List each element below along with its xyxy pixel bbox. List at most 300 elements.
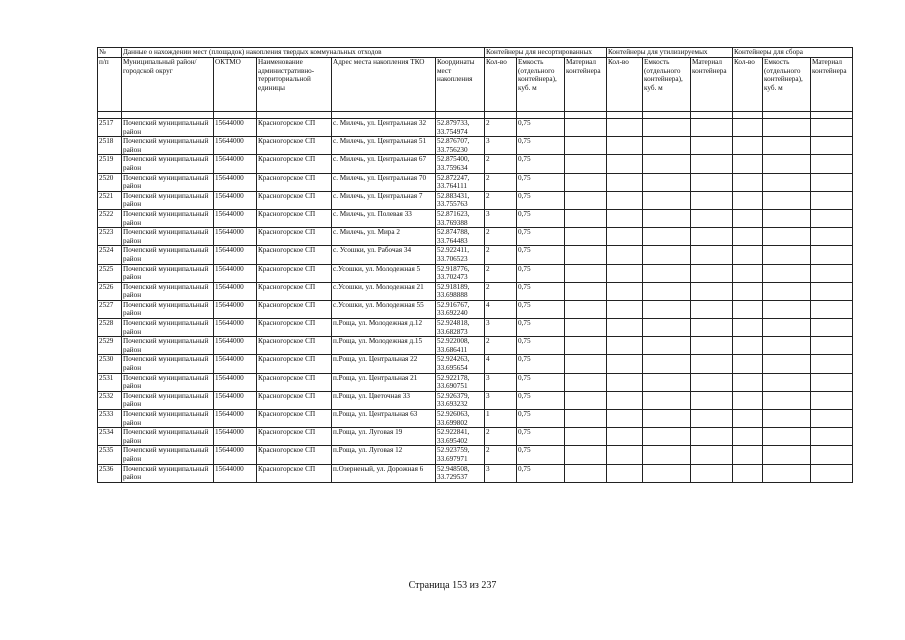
collect-capacity-cell <box>763 155 811 173</box>
nonsorted-capacity-cell: 0,75 <box>517 410 565 428</box>
nonsorted-capacity-cell: 0,75 <box>517 355 565 373</box>
district-cell: Почепский муниципальный район <box>122 228 214 246</box>
recycled-capacity-cell <box>643 373 691 391</box>
address-cell: п.Роща, ул. Молодежная д.15 <box>332 337 436 355</box>
row-number: 2518 <box>98 137 122 155</box>
nonsorted-qty-cell: 2 <box>485 428 517 446</box>
table-row <box>98 355 853 373</box>
collect-qty-cell <box>733 155 763 173</box>
collect-material-cell <box>811 410 853 428</box>
recycled-material-cell <box>691 391 733 409</box>
nonsorted-capacity-cell: 0,75 <box>517 337 565 355</box>
nonsorted-qty-cell: 3 <box>485 391 517 409</box>
nonsorted-capacity-cell: 0,75 <box>517 246 565 264</box>
coordinates-cell: 52.926379, 33.693232 <box>436 391 485 409</box>
nonsorted-qty-cell: 3 <box>485 137 517 155</box>
district-cell: Почепский муниципальный район <box>122 391 214 409</box>
recycled-qty-cell <box>607 246 643 264</box>
table-row <box>98 173 853 191</box>
collect-capacity-cell <box>763 246 811 264</box>
nonsorted-material-cell <box>565 209 607 227</box>
row-number: 2534 <box>98 428 122 446</box>
row-number: 2520 <box>98 173 122 191</box>
address-cell: п.Озерненый, ул. Дорожная 6 <box>332 464 436 482</box>
header-qty-3: Кол-во <box>733 58 763 112</box>
address-cell: с. Усошки, ул. Рабочая 34 <box>332 246 436 264</box>
district-cell: Почепский муниципальный район <box>122 264 214 282</box>
header-qty-2: Кол-во <box>607 58 643 112</box>
waste-sites-table <box>97 47 853 483</box>
row-number: 2526 <box>98 282 122 300</box>
collect-qty-cell <box>733 228 763 246</box>
table-row <box>98 119 853 137</box>
admin-unit-cell: Красногорское СП <box>257 355 332 373</box>
nonsorted-material-cell <box>565 173 607 191</box>
row-number: 2530 <box>98 355 122 373</box>
district-cell: Почепский муниципальный район <box>122 319 214 337</box>
district-cell: Почепский муниципальный район <box>122 155 214 173</box>
collect-capacity-cell <box>763 282 811 300</box>
nonsorted-material-cell <box>565 282 607 300</box>
coordinates-cell: 52.871623, 33.769388 <box>436 209 485 227</box>
collect-qty-cell <box>733 209 763 227</box>
recycled-material-cell <box>691 410 733 428</box>
nonsorted-qty-cell: 2 <box>485 282 517 300</box>
collect-qty-cell <box>733 464 763 482</box>
district-cell: Почепский муниципальный район <box>122 282 214 300</box>
collect-qty-cell <box>733 282 763 300</box>
nonsorted-qty-cell: 3 <box>485 373 517 391</box>
coordinates-cell: 52.875400, 33.759634 <box>436 155 485 173</box>
recycled-capacity-cell <box>643 173 691 191</box>
collect-material-cell <box>811 119 853 137</box>
collect-material-cell <box>811 300 853 318</box>
header-admin-unit: Наименование административно-территориальной единицы <box>257 58 332 112</box>
row-number: 2523 <box>98 228 122 246</box>
header-spacer-row <box>98 112 853 119</box>
address-cell: п.Роща, ул. Молодежная д.12 <box>332 319 436 337</box>
table-row <box>98 410 853 428</box>
collect-material-cell <box>811 228 853 246</box>
admin-unit-cell: Красногорское СП <box>257 282 332 300</box>
recycled-qty-cell <box>607 264 643 282</box>
nonsorted-capacity-cell: 0,75 <box>517 119 565 137</box>
oktmo-cell: 15644000 <box>214 428 257 446</box>
nonsorted-capacity-cell: 0,75 <box>517 137 565 155</box>
nonsorted-capacity-cell: 0,75 <box>517 319 565 337</box>
recycled-qty-cell <box>607 209 643 227</box>
row-number: 2522 <box>98 209 122 227</box>
recycled-qty-cell <box>607 373 643 391</box>
address-cell: с. Милечь, ул. Центральная 7 <box>332 191 436 209</box>
nonsorted-capacity-cell: 0,75 <box>517 373 565 391</box>
address-cell: с. Милечь, ул. Мира 2 <box>332 228 436 246</box>
recycled-material-cell <box>691 246 733 264</box>
collect-capacity-cell <box>763 391 811 409</box>
nonsorted-material-cell <box>565 191 607 209</box>
coordinates-cell: 52.948508, 33.729537 <box>436 464 485 482</box>
collect-capacity-cell <box>763 228 811 246</box>
header-oktmo: ОКТМО <box>214 58 257 112</box>
nonsorted-capacity-cell: 0,75 <box>517 428 565 446</box>
nonsorted-material-cell <box>565 246 607 264</box>
nonsorted-qty-cell: 2 <box>485 155 517 173</box>
collect-capacity-cell <box>763 464 811 482</box>
address-cell: с.Усошки, ул. Молодежная 5 <box>332 264 436 282</box>
header-coordinates: Координаты мест накопления <box>436 58 485 112</box>
coordinates-cell: 52.879733, 33.754974 <box>436 119 485 137</box>
table-row <box>98 300 853 318</box>
nonsorted-qty-cell: 2 <box>485 264 517 282</box>
address-cell: с. Милечь, ул. Центральная 67 <box>332 155 436 173</box>
collect-qty-cell <box>733 173 763 191</box>
oktmo-cell: 15644000 <box>214 246 257 264</box>
address-cell: п.Роща, ул. Центральная 63 <box>332 410 436 428</box>
recycled-capacity-cell <box>643 446 691 464</box>
coordinates-cell: 52.922841, 33.695402 <box>436 428 485 446</box>
recycled-capacity-cell <box>643 119 691 137</box>
header-number: № <box>98 48 122 58</box>
row-number: 2536 <box>98 464 122 482</box>
collect-material-cell <box>811 391 853 409</box>
coordinates-cell: 52.918776, 33.702473 <box>436 264 485 282</box>
recycled-material-cell <box>691 119 733 137</box>
header-site-data: Данные о нахождении мест (площадок) накопления твердых коммунальных отходов <box>122 48 485 58</box>
district-cell: Почепский муниципальный район <box>122 246 214 264</box>
nonsorted-qty-cell: 2 <box>485 246 517 264</box>
collect-material-cell <box>811 428 853 446</box>
admin-unit-cell: Красногорское СП <box>257 319 332 337</box>
nonsorted-qty-cell: 2 <box>485 119 517 137</box>
recycled-material-cell <box>691 373 733 391</box>
collect-capacity-cell <box>763 209 811 227</box>
nonsorted-material-cell <box>565 428 607 446</box>
header-pn: п/п <box>98 58 122 112</box>
row-number: 2527 <box>98 300 122 318</box>
oktmo-cell: 15644000 <box>214 228 257 246</box>
table-row <box>98 373 853 391</box>
nonsorted-material-cell <box>565 446 607 464</box>
collect-material-cell <box>811 373 853 391</box>
table-row <box>98 282 853 300</box>
table-row <box>98 446 853 464</box>
header-qty-1: Кол-во <box>485 58 517 112</box>
row-number: 2532 <box>98 391 122 409</box>
row-number: 2519 <box>98 155 122 173</box>
table-row <box>98 209 853 227</box>
address-cell: с. Милечь, ул. Центральная 51 <box>332 137 436 155</box>
nonsorted-capacity-cell: 0,75 <box>517 191 565 209</box>
recycled-material-cell <box>691 137 733 155</box>
row-number: 2517 <box>98 119 122 137</box>
nonsorted-capacity-cell: 0,75 <box>517 264 565 282</box>
table-row <box>98 391 853 409</box>
oktmo-cell: 15644000 <box>214 282 257 300</box>
collect-material-cell <box>811 264 853 282</box>
admin-unit-cell: Красногорское СП <box>257 173 332 191</box>
address-cell: с. Милечь, ул. Центральная 32 <box>332 119 436 137</box>
table-row <box>98 228 853 246</box>
admin-unit-cell: Красногорское СП <box>257 337 332 355</box>
nonsorted-capacity-cell: 0,75 <box>517 391 565 409</box>
address-cell: с. Милечь, ул. Центральная 70 <box>332 173 436 191</box>
table-row <box>98 337 853 355</box>
nonsorted-capacity-cell: 0,75 <box>517 464 565 482</box>
coordinates-cell: 52.924818, 33.682873 <box>436 319 485 337</box>
coordinates-cell: 52.883431, 33.755763 <box>436 191 485 209</box>
nonsorted-material-cell <box>565 264 607 282</box>
recycled-capacity-cell <box>643 319 691 337</box>
address-cell: п.Роща, ул. Центральная 22 <box>332 355 436 373</box>
header-address: Адрес места накопления ТКО <box>332 58 436 112</box>
district-cell: Почепский муниципальный район <box>122 191 214 209</box>
recycled-qty-cell <box>607 391 643 409</box>
collect-material-cell <box>811 464 853 482</box>
page-number: Страница 153 из 237 <box>408 580 497 591</box>
recycled-material-cell <box>691 337 733 355</box>
recycled-capacity-cell <box>643 264 691 282</box>
header-material-2: Материал контейнера <box>691 58 733 112</box>
recycled-material-cell <box>691 282 733 300</box>
header-district: Муниципальный район/городской округ <box>122 58 214 112</box>
header-material-1: Материал контейнера <box>565 58 607 112</box>
table-row <box>98 428 853 446</box>
admin-unit-cell: Красногорское СП <box>257 464 332 482</box>
district-cell: Почепский муниципальный район <box>122 446 214 464</box>
nonsorted-qty-cell: 3 <box>485 209 517 227</box>
recycled-qty-cell <box>607 137 643 155</box>
row-number: 2525 <box>98 264 122 282</box>
nonsorted-material-cell <box>565 391 607 409</box>
collect-material-cell <box>811 319 853 337</box>
collect-qty-cell <box>733 246 763 264</box>
nonsorted-qty-cell: 2 <box>485 337 517 355</box>
collect-capacity-cell <box>763 191 811 209</box>
oktmo-cell: 15644000 <box>214 119 257 137</box>
coordinates-cell: 52.922008, 33.686411 <box>436 337 485 355</box>
district-cell: Почепский муниципальный район <box>122 428 214 446</box>
header-recycled-containers: Контейнеры для утилизируемых <box>607 48 733 58</box>
district-cell: Почепский муниципальный район <box>122 119 214 137</box>
recycled-qty-cell <box>607 282 643 300</box>
recycled-capacity-cell <box>643 246 691 264</box>
recycled-capacity-cell <box>643 464 691 482</box>
recycled-qty-cell <box>607 119 643 137</box>
row-number: 2535 <box>98 446 122 464</box>
recycled-qty-cell <box>607 191 643 209</box>
nonsorted-material-cell <box>565 410 607 428</box>
oktmo-cell: 15644000 <box>214 137 257 155</box>
header-collection-containers: Контейнеры для сбора <box>733 48 853 58</box>
oktmo-cell: 15644000 <box>214 300 257 318</box>
collect-qty-cell <box>733 264 763 282</box>
oktmo-cell: 15644000 <box>214 319 257 337</box>
nonsorted-qty-cell: 2 <box>485 191 517 209</box>
oktmo-cell: 15644000 <box>214 446 257 464</box>
address-cell: п.Роща, ул. Луговая 12 <box>332 446 436 464</box>
recycled-material-cell <box>691 155 733 173</box>
nonsorted-qty-cell: 2 <box>485 173 517 191</box>
collect-capacity-cell <box>763 137 811 155</box>
oktmo-cell: 15644000 <box>214 337 257 355</box>
nonsorted-qty-cell: 2 <box>485 446 517 464</box>
collect-qty-cell <box>733 119 763 137</box>
nonsorted-qty-cell: 4 <box>485 300 517 318</box>
collect-capacity-cell <box>763 428 811 446</box>
table-row <box>98 155 853 173</box>
collect-qty-cell <box>733 355 763 373</box>
recycled-qty-cell <box>607 464 643 482</box>
admin-unit-cell: Красногорское СП <box>257 246 332 264</box>
header-capacity-2: Емкость (отдельного контейнера), куб. м <box>643 58 691 112</box>
recycled-material-cell <box>691 264 733 282</box>
admin-unit-cell: Красногорское СП <box>257 191 332 209</box>
recycled-qty-cell <box>607 300 643 318</box>
recycled-capacity-cell <box>643 191 691 209</box>
admin-unit-cell: Красногорское СП <box>257 119 332 137</box>
nonsorted-material-cell <box>565 464 607 482</box>
recycled-qty-cell <box>607 337 643 355</box>
admin-unit-cell: Красногорское СП <box>257 446 332 464</box>
district-cell: Почепский муниципальный район <box>122 209 214 227</box>
admin-unit-cell: Красногорское СП <box>257 137 332 155</box>
recycled-qty-cell <box>607 155 643 173</box>
collect-qty-cell <box>733 410 763 428</box>
collect-material-cell <box>811 446 853 464</box>
nonsorted-material-cell <box>565 119 607 137</box>
admin-unit-cell: Красногорское СП <box>257 391 332 409</box>
table-row <box>98 464 853 482</box>
row-number: 2524 <box>98 246 122 264</box>
coordinates-cell: 52.923759, 33.697971 <box>436 446 485 464</box>
recycled-capacity-cell <box>643 337 691 355</box>
table-row <box>98 137 853 155</box>
district-cell: Почепский муниципальный район <box>122 173 214 191</box>
admin-unit-cell: Красногорское СП <box>257 373 332 391</box>
nonsorted-capacity-cell: 0,75 <box>517 300 565 318</box>
coordinates-cell: 52.922178, 33.690751 <box>436 373 485 391</box>
table-row <box>98 319 853 337</box>
admin-unit-cell: Красногорское СП <box>257 300 332 318</box>
nonsorted-capacity-cell: 0,75 <box>517 228 565 246</box>
recycled-material-cell <box>691 173 733 191</box>
district-cell: Почепский муниципальный район <box>122 410 214 428</box>
row-number: 2529 <box>98 337 122 355</box>
district-cell: Почепский муниципальный район <box>122 373 214 391</box>
district-cell: Почепский муниципальный район <box>122 464 214 482</box>
header-material-3: Материал контейнера <box>811 58 853 112</box>
collect-material-cell <box>811 155 853 173</box>
recycled-capacity-cell <box>643 228 691 246</box>
recycled-material-cell <box>691 209 733 227</box>
recycled-qty-cell <box>607 228 643 246</box>
nonsorted-qty-cell: 4 <box>485 355 517 373</box>
recycled-qty-cell <box>607 410 643 428</box>
nonsorted-qty-cell: 1 <box>485 410 517 428</box>
oktmo-cell: 15644000 <box>214 373 257 391</box>
nonsorted-capacity-cell: 0,75 <box>517 446 565 464</box>
coordinates-cell: 52.874788, 33.764483 <box>436 228 485 246</box>
row-number: 2521 <box>98 191 122 209</box>
collect-capacity-cell <box>763 264 811 282</box>
oktmo-cell: 15644000 <box>214 191 257 209</box>
recycled-material-cell <box>691 319 733 337</box>
collect-capacity-cell <box>763 300 811 318</box>
collect-capacity-cell <box>763 337 811 355</box>
collect-capacity-cell <box>763 319 811 337</box>
admin-unit-cell: Красногорское СП <box>257 264 332 282</box>
collect-qty-cell <box>733 319 763 337</box>
nonsorted-material-cell <box>565 228 607 246</box>
oktmo-cell: 15644000 <box>214 173 257 191</box>
address-cell: с.Усошки, ул. Молодежная 21 <box>332 282 436 300</box>
address-cell: п.Роща, ул. Цветочная 33 <box>332 391 436 409</box>
admin-unit-cell: Красногорское СП <box>257 428 332 446</box>
recycled-qty-cell <box>607 446 643 464</box>
recycled-qty-cell <box>607 428 643 446</box>
district-cell: Почепский муниципальный район <box>122 300 214 318</box>
recycled-material-cell <box>691 355 733 373</box>
table-row <box>98 264 853 282</box>
collect-qty-cell <box>733 446 763 464</box>
collect-qty-cell <box>733 191 763 209</box>
collect-capacity-cell <box>763 355 811 373</box>
recycled-capacity-cell <box>643 428 691 446</box>
recycled-material-cell <box>691 300 733 318</box>
district-cell: Почепский муниципальный район <box>122 337 214 355</box>
oktmo-cell: 15644000 <box>214 264 257 282</box>
header-nonsorted-containers: Контейнеры для несортированных <box>485 48 607 58</box>
nonsorted-capacity-cell: 0,75 <box>517 173 565 191</box>
recycled-qty-cell <box>607 319 643 337</box>
recycled-qty-cell <box>607 355 643 373</box>
collect-qty-cell <box>733 137 763 155</box>
coordinates-cell: 52.918189, 33.698888 <box>436 282 485 300</box>
recycled-material-cell <box>691 191 733 209</box>
recycled-material-cell <box>691 464 733 482</box>
nonsorted-material-cell <box>565 355 607 373</box>
oktmo-cell: 15644000 <box>214 155 257 173</box>
collect-capacity-cell <box>763 446 811 464</box>
recycled-capacity-cell <box>643 137 691 155</box>
coordinates-cell: 52.872247, 33.764111 <box>436 173 485 191</box>
nonsorted-qty-cell: 3 <box>485 319 517 337</box>
recycled-capacity-cell <box>643 282 691 300</box>
collect-material-cell <box>811 173 853 191</box>
nonsorted-material-cell <box>565 155 607 173</box>
coordinates-cell: 52.916767, 33.692240 <box>436 300 485 318</box>
recycled-material-cell <box>691 228 733 246</box>
oktmo-cell: 15644000 <box>214 355 257 373</box>
collect-qty-cell <box>733 428 763 446</box>
collect-qty-cell <box>733 300 763 318</box>
header-capacity-3: Емкость (отдельного контейнера), куб. м <box>763 58 811 112</box>
recycled-capacity-cell <box>643 355 691 373</box>
nonsorted-qty-cell: 2 <box>485 228 517 246</box>
collect-capacity-cell <box>763 119 811 137</box>
oktmo-cell: 15644000 <box>214 209 257 227</box>
recycled-capacity-cell <box>643 300 691 318</box>
nonsorted-capacity-cell: 0,75 <box>517 209 565 227</box>
nonsorted-capacity-cell: 0,75 <box>517 155 565 173</box>
recycled-qty-cell <box>607 173 643 191</box>
row-number: 2531 <box>98 373 122 391</box>
collect-material-cell <box>811 282 853 300</box>
collect-capacity-cell <box>763 410 811 428</box>
collect-qty-cell <box>733 373 763 391</box>
address-cell: п.Роща, ул. Центральная 21 <box>332 373 436 391</box>
coordinates-cell: 52.922411, 33.706523 <box>436 246 485 264</box>
